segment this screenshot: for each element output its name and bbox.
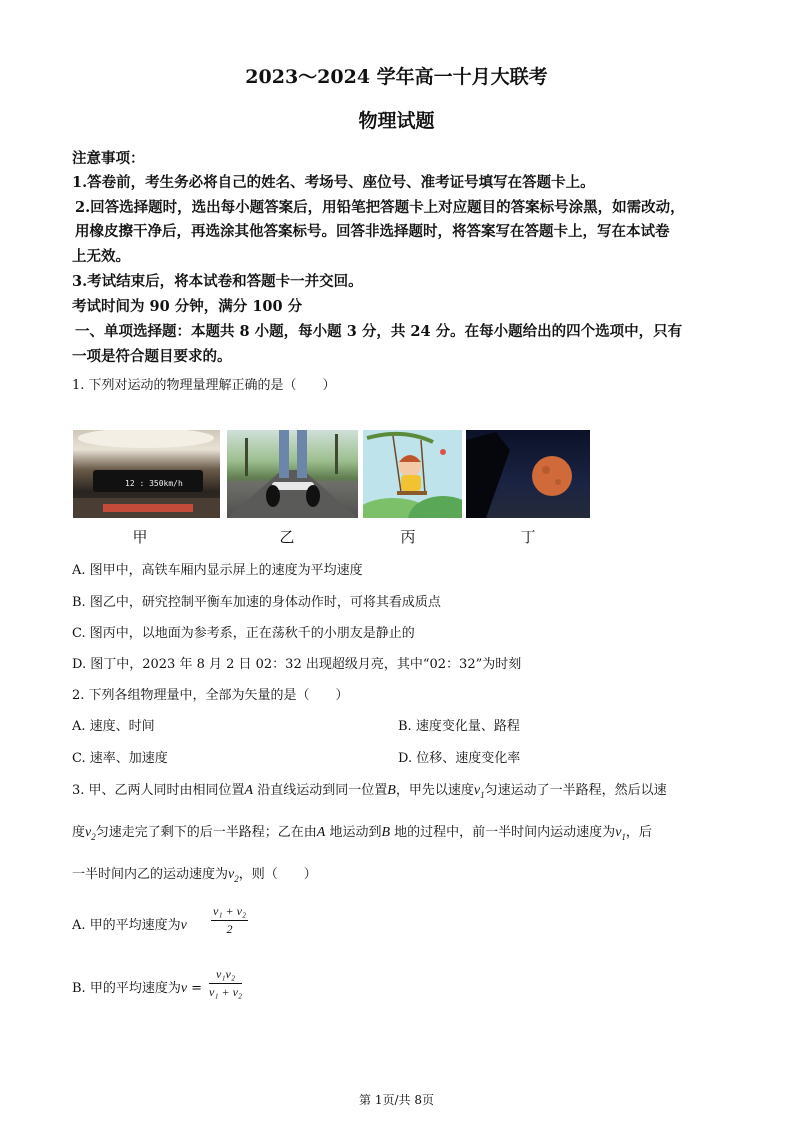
exam-title: 2023～2024 学年高一十月大联考 xyxy=(245,66,548,88)
notice-heading: 注意事项： xyxy=(72,150,145,167)
notice-item-3: 3.考试结束后，将本试卷和答题卡一并交回。 xyxy=(72,273,363,290)
q3-option-b-fraction xyxy=(209,967,242,1000)
section-1-line-1: 一、单项选择题：本题共 8 小题，每小题 3 分，共 24 分。在每小题给出的四个选项中，只有 xyxy=(75,323,683,340)
question-1-stem: 1. 下列对运动的物理量理解正确的是（ ） xyxy=(72,378,336,393)
q3-option-b: B. 甲的平均速度为v = xyxy=(72,981,203,996)
q2-option-d: D. 位移、速度变化率 xyxy=(398,751,521,766)
page-number: 第 1页/共 8页 xyxy=(359,1093,434,1107)
q1-option-b: B. 图乙中，研究控制平衡车加速的身体动作时，可将其看成质点 xyxy=(72,595,441,610)
section-1-line-2: 一项是符合题目要求的。 xyxy=(72,348,232,365)
notice-item-2-line-3: 上无效。 xyxy=(72,248,130,265)
q3-option-b-denominator: v₁ + v₂ xyxy=(209,985,243,999)
train-speed-display: 12 : 350km/h xyxy=(125,479,183,488)
question-3-line-2: 度$v_2$匀速走完了剩下的后一半路程；乙在由A 地运动到B 地的过程中，前一半时间内运动速度为$v_1$，后 xyxy=(72,825,652,842)
caption-yi: 乙 xyxy=(279,528,295,546)
balance-scooter-photo xyxy=(227,430,358,518)
q2-option-b: B. 速度变化量、路程 xyxy=(398,719,520,734)
q3-option-b-numerator: v₁v₂ xyxy=(209,967,242,984)
exam-subject: 物理试题 xyxy=(358,110,435,132)
exam-time: 考试时间为 90 分钟，满分 100 分 xyxy=(72,298,303,315)
super-moon-photo xyxy=(466,430,590,518)
caption-ding: 丁 xyxy=(520,528,536,546)
caption-jia: 甲 xyxy=(132,528,148,546)
notice-item-2-line-1: 2.回答选择题时，选出每小题答案后，用铅笔把答题卡上对应题目的答案标号涂黑，如需改动， xyxy=(75,199,685,216)
q3-option-a-fraction xyxy=(211,904,248,937)
q1-option-d: D. 图丁中，2023 年 8 月 2 日 02：32 出现超级月亮，其中“02：32”为时刻 xyxy=(72,657,522,672)
q1-option-c: C. 图丙中，以地面为参考系，正在荡秋千的小朋友是静止的 xyxy=(72,626,415,641)
train-display-photo xyxy=(73,430,220,518)
q3-option-a-numerator: v₁ + v₂ xyxy=(211,904,248,921)
question-3-line-3: 一半时间内乙的运动速度为$v_2$，则（ ） xyxy=(72,867,317,884)
q2-option-c: C. 速率、加速度 xyxy=(72,751,168,766)
q1-option-a: A. 图甲中，高铁车厢内显示屏上的速度为平均速度 xyxy=(72,563,363,578)
notice-item-2-line-2: 用橡皮擦干净后，再选涂其他答案标号。回答非选择题时，将答案写在答题卡上，写在本试卷 xyxy=(75,223,670,240)
q3-option-a-denominator: 2 xyxy=(226,922,233,936)
question-2-stem: 2. 下列各组物理量中，全部为矢量的是（ ） xyxy=(72,688,349,703)
q3-option-a: A. 甲的平均速度为v xyxy=(72,918,187,933)
swing-cartoon-image xyxy=(363,430,462,518)
question-3-line-1: 3. 甲、乙两人同时由相同位置A 沿直线运动到同一位置B，甲先以速度$v_1$匀速运动了一半路程，然后以速 xyxy=(72,783,667,800)
q2-option-a: A. 速度、时间 xyxy=(72,719,155,734)
caption-bing: 丙 xyxy=(400,528,416,546)
notice-item-1: 1.答卷前，考生务必将自己的姓名、考场号、座位号、准考证号填写在答题卡上。 xyxy=(72,174,595,191)
